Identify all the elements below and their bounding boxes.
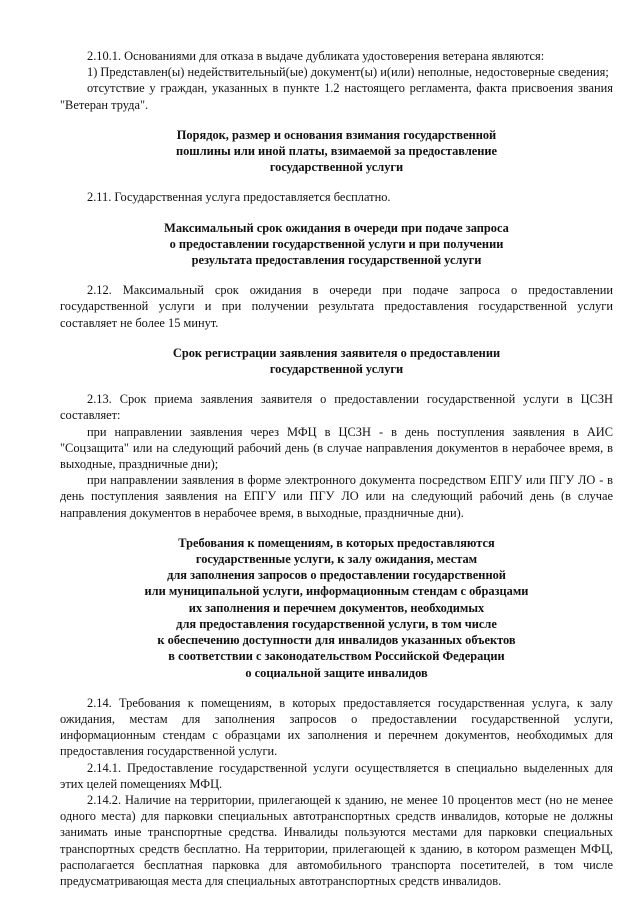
- heading-registration-line: Срок регистрации заявления заявителя о предоставлении: [172, 345, 501, 360]
- heading-registration: [60, 345, 613, 377]
- heading-premises-line: к обеспечению доступности для инвалидов указанных объектов: [157, 633, 516, 648]
- paragraph-2-10-1-item-1: 1) Представлен(ы) недействительный(ые) документ(ы) и(или) неполные, недостоверные сведения;: [87, 65, 609, 80]
- heading-premises-line: государственные услуги, к залу ожидания, местам: [195, 552, 478, 567]
- heading-premises-line: или муниципальной услуги, информационным стендам с образцами: [144, 584, 529, 599]
- paragraph-2-10-1: 2.10.1. Основаниями для отказа в выдаче дубликата удостоверения ветерана являются:: [87, 49, 545, 63]
- heading-wait: [60, 220, 613, 269]
- paragraph-2-13-b: при направлении заявления в форме электронного документа посредством ЕПГУ или ПГУ ЛО - в день поступления заявления на ЕПГУ или ПГУ ЛО или на следующий рабочий день (в случае направления документов в нерабочее время, в выходные, праздничные дни).: [60, 473, 613, 520]
- heading-premises-line: о социальной защите инвалидов: [245, 665, 428, 680]
- heading-premises: [60, 535, 613, 681]
- paragraph-2-12: 2.12. Максимальный срок ожидания в очереди при подаче запроса о предоставлении государственной услуги и при получении результата предоставления государственной услуги составляет не более 15 минут.: [60, 283, 613, 330]
- heading-registration-line: государственной услуги: [269, 362, 404, 377]
- heading-wait-line: о предоставлении государственной услуги и при получении: [169, 236, 504, 251]
- document-page: [60, 48, 613, 889]
- heading-fee-line: государственной услуги: [269, 160, 404, 175]
- heading-fee-line: Порядок, размер и основания взимания государственной: [176, 127, 497, 142]
- paragraph-2-14: 2.14. Требования к помещениям, в которых предоставляется государственная услуга, к залу ожидания, местам для заполнения запросов о предоставлении государственной услуги, информационным стендам с образцами их заполнения и перечнем документов, необходимых для предоставления государственной услуги.: [60, 695, 613, 759]
- heading-premises-line: Требования к помещениям, в которых предоставляются: [178, 535, 495, 550]
- heading-premises-line: их заполнения и перечнем документов, необходимых: [188, 600, 485, 615]
- paragraph-2-11: 2.11. Государственная услуга предоставляется бесплатно.: [87, 190, 391, 205]
- heading-fee-line: пошлины или иной платы, взимаемой за предоставление: [175, 144, 498, 159]
- paragraph-2-14-2: 2.14.2. Наличие на территории, прилегающей к зданию, не менее 10 процентов мест (но не менее одного места) для парковки специальных автотранспортных средств инвалидов, которые не должны занимать иные транспортные средства. Инвалиды пользуются местами для парковки специальных транспортных средств бесплатно. На территории, прилегающей к зданию, в котором размещен МФЦ, располагается бесплатная парковка для автомобильного транспорта посетителей, в том числе предусматривающая места для специальных автотранспортных средств инвалидов.: [60, 792, 613, 888]
- heading-wait-line: Максимальный срок ожидания в очереди при подаче запроса: [164, 220, 509, 235]
- heading-fee: [60, 127, 613, 176]
- heading-premises-line: для предоставления государственной услуги, в том числе: [176, 616, 497, 631]
- paragraph-2-13: 2.13. Срок приема заявления заявителя о предоставлении государственной услуги в ЦСЗН составляет:: [60, 392, 613, 423]
- heading-premises-line: для заполнения запросов о предоставлении государственной: [167, 568, 506, 583]
- heading-premises-line: в соответствии с законодательством Российской Федерации: [168, 649, 505, 664]
- paragraph-2-13-a: при направлении заявления через МФЦ в ЦСЗН - в день поступления заявления в АИС "Соцзащита" или на следующий рабочий день (в случае направления документов в нерабочее время, в выходные, праздничные дни);: [60, 424, 613, 472]
- heading-wait-line: результата предоставления государственной услуги: [191, 253, 482, 268]
- paragraph-2-10-1-item-2: отсутствие у граждан, указанных в пункте 1.2 настоящего регламента, факта присвоения звания "Ветеран труда".: [60, 81, 613, 112]
- paragraph-2-14-1: 2.14.1. Предоставление государственной услуги осуществляется в специально выделенных для этих целей помещениях МФЦ.: [60, 760, 613, 791]
